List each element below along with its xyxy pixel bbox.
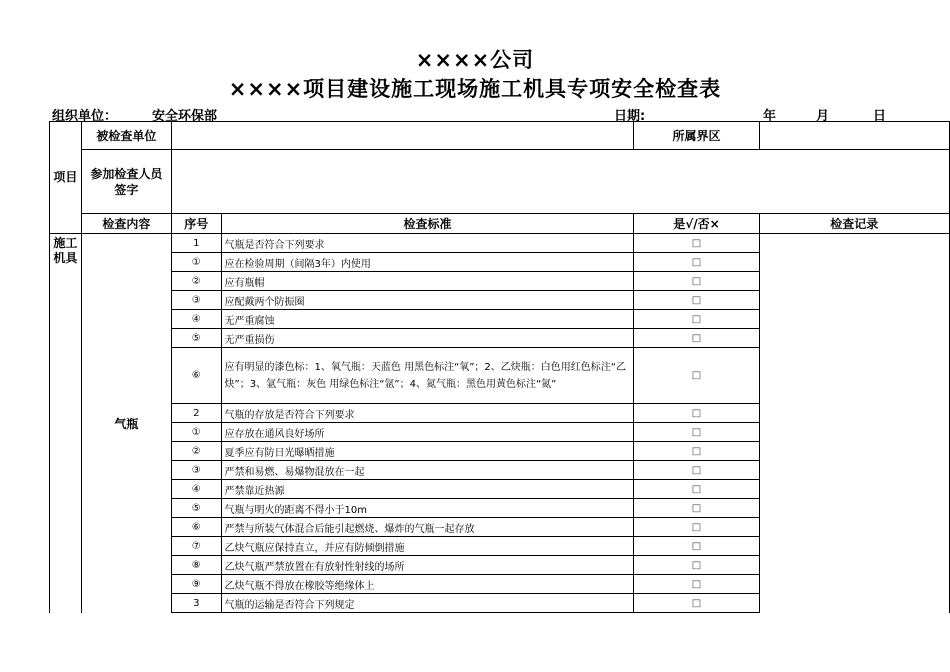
row-seq: ③ — [172, 291, 222, 310]
date-month: 月 — [816, 109, 830, 124]
row-standard: 应有明显的漆色标：1、氧气瓶：天蓝色 用黑色标注“氧”；2、乙炔瓶：白色用红色标注“乙炔”；3、氩气瓶：灰色 用绿色标注“氩”；4、氮气瓶：黑色用黄色标注“氮” — [221, 348, 634, 404]
row-seq: ① — [172, 423, 222, 442]
category-label: 气瓶 — [81, 234, 171, 613]
row-standard: 严禁靠近热源 — [221, 480, 634, 499]
row-seq: 2 — [172, 404, 222, 423]
row-checkbox[interactable]: □ — [634, 537, 759, 556]
row-standard: 气瓶与明火的距离不得小于10m — [221, 499, 634, 518]
row-standard: 应存放在通风良好场所 — [221, 423, 634, 442]
date-label: 日期: — [614, 109, 646, 124]
row-standard: 乙炔气瓶不得放在橡胶等绝缘体上 — [221, 575, 634, 594]
participants-signature-field[interactable] — [172, 150, 950, 214]
table-row — [50, 234, 950, 253]
date-day: 日 — [873, 109, 887, 124]
inspection-table — [49, 121, 950, 613]
row-seq: ② — [172, 272, 222, 291]
org-value: 安全环保部 — [152, 109, 218, 124]
section-group-label: 施工机具 — [50, 234, 82, 613]
date-year: 年 — [763, 109, 777, 124]
row-checkbox[interactable]: □ — [634, 272, 759, 291]
inspected-unit-field[interactable] — [172, 122, 634, 150]
row-checkbox[interactable]: □ — [634, 253, 759, 272]
row-checkbox[interactable]: □ — [634, 575, 759, 594]
row-checkbox[interactable]: □ — [634, 291, 759, 310]
row-standard: 气瓶的存放是否符合下列要求 — [221, 404, 634, 423]
participants-label: 参加检查人员签字 — [81, 150, 171, 214]
row-standard: 应配戴两个防振圈 — [221, 291, 634, 310]
inspected-unit-label: 被检查单位 — [81, 122, 171, 150]
row-seq: ⑤ — [172, 499, 222, 518]
row-standard: 应在检验周期（间隔3年）内使用 — [221, 253, 634, 272]
row-standard: 应有瓶帽 — [221, 272, 634, 291]
row-seq: 3 — [172, 594, 222, 613]
row-seq: ① — [172, 253, 222, 272]
row-standard: 乙炔气瓶应保持直立，并应有防倾倒措施 — [221, 537, 634, 556]
row-checkbox[interactable]: □ — [634, 594, 759, 613]
col-yesno-header: 是√/否× — [634, 214, 759, 234]
item-label: 项目 — [50, 122, 82, 234]
row-checkbox[interactable]: □ — [634, 423, 759, 442]
district-label: 所属界区 — [634, 122, 759, 150]
row-checkbox[interactable]: □ — [634, 442, 759, 461]
row-seq: ④ — [172, 480, 222, 499]
row-standard: 气瓶是否符合下列要求 — [221, 234, 634, 253]
row-checkbox[interactable]: □ — [634, 348, 759, 404]
row-checkbox[interactable]: □ — [634, 234, 759, 253]
form-title: ××××项目建设施工现场施工机具专项安全检查表 — [228, 77, 722, 101]
district-field[interactable] — [759, 122, 949, 150]
row-seq: 1 — [172, 234, 222, 253]
row-checkbox[interactable]: □ — [634, 461, 759, 480]
col-content-header: 检查内容 — [81, 214, 171, 234]
row-checkbox[interactable]: □ — [634, 499, 759, 518]
row-seq: ⑧ — [172, 556, 222, 575]
company-title: ××××公司 — [415, 48, 535, 72]
row-seq: ④ — [172, 310, 222, 329]
row-standard: 严禁与所装气体混合后能引起燃烧、爆炸的气瓶一起存放 — [221, 518, 634, 537]
row-seq: ② — [172, 442, 222, 461]
row-checkbox[interactable]: □ — [634, 556, 759, 575]
row-checkbox[interactable]: □ — [634, 480, 759, 499]
row-checkbox[interactable]: □ — [634, 518, 759, 537]
row-checkbox[interactable]: □ — [634, 404, 759, 423]
inspection-record-field[interactable] — [759, 234, 949, 613]
row-checkbox[interactable]: □ — [634, 310, 759, 329]
row-standard: 夏季应有防日光曝晒措施 — [221, 442, 634, 461]
row-standard: 严禁和易燃、易爆物混放在一起 — [221, 461, 634, 480]
row-standard: 乙炔气瓶严禁放置在有放射性射线的场所 — [221, 556, 634, 575]
row-seq: ③ — [172, 461, 222, 480]
row-seq: ⑥ — [172, 348, 222, 404]
col-seq-header: 序号 — [172, 214, 222, 234]
col-standard-header: 检查标准 — [221, 214, 634, 234]
row-seq: ⑨ — [172, 575, 222, 594]
row-standard: 无严重腐蚀 — [221, 310, 634, 329]
row-seq: ⑥ — [172, 518, 222, 537]
row-seq: ⑦ — [172, 537, 222, 556]
row-seq: ⑤ — [172, 329, 222, 348]
row-standard: 无严重损伤 — [221, 329, 634, 348]
org-label: 组织单位： — [52, 109, 118, 124]
row-standard: 气瓶的运输是否符合下列规定 — [221, 594, 634, 613]
col-record-header: 检查记录 — [759, 214, 949, 234]
row-checkbox[interactable]: □ — [634, 329, 759, 348]
